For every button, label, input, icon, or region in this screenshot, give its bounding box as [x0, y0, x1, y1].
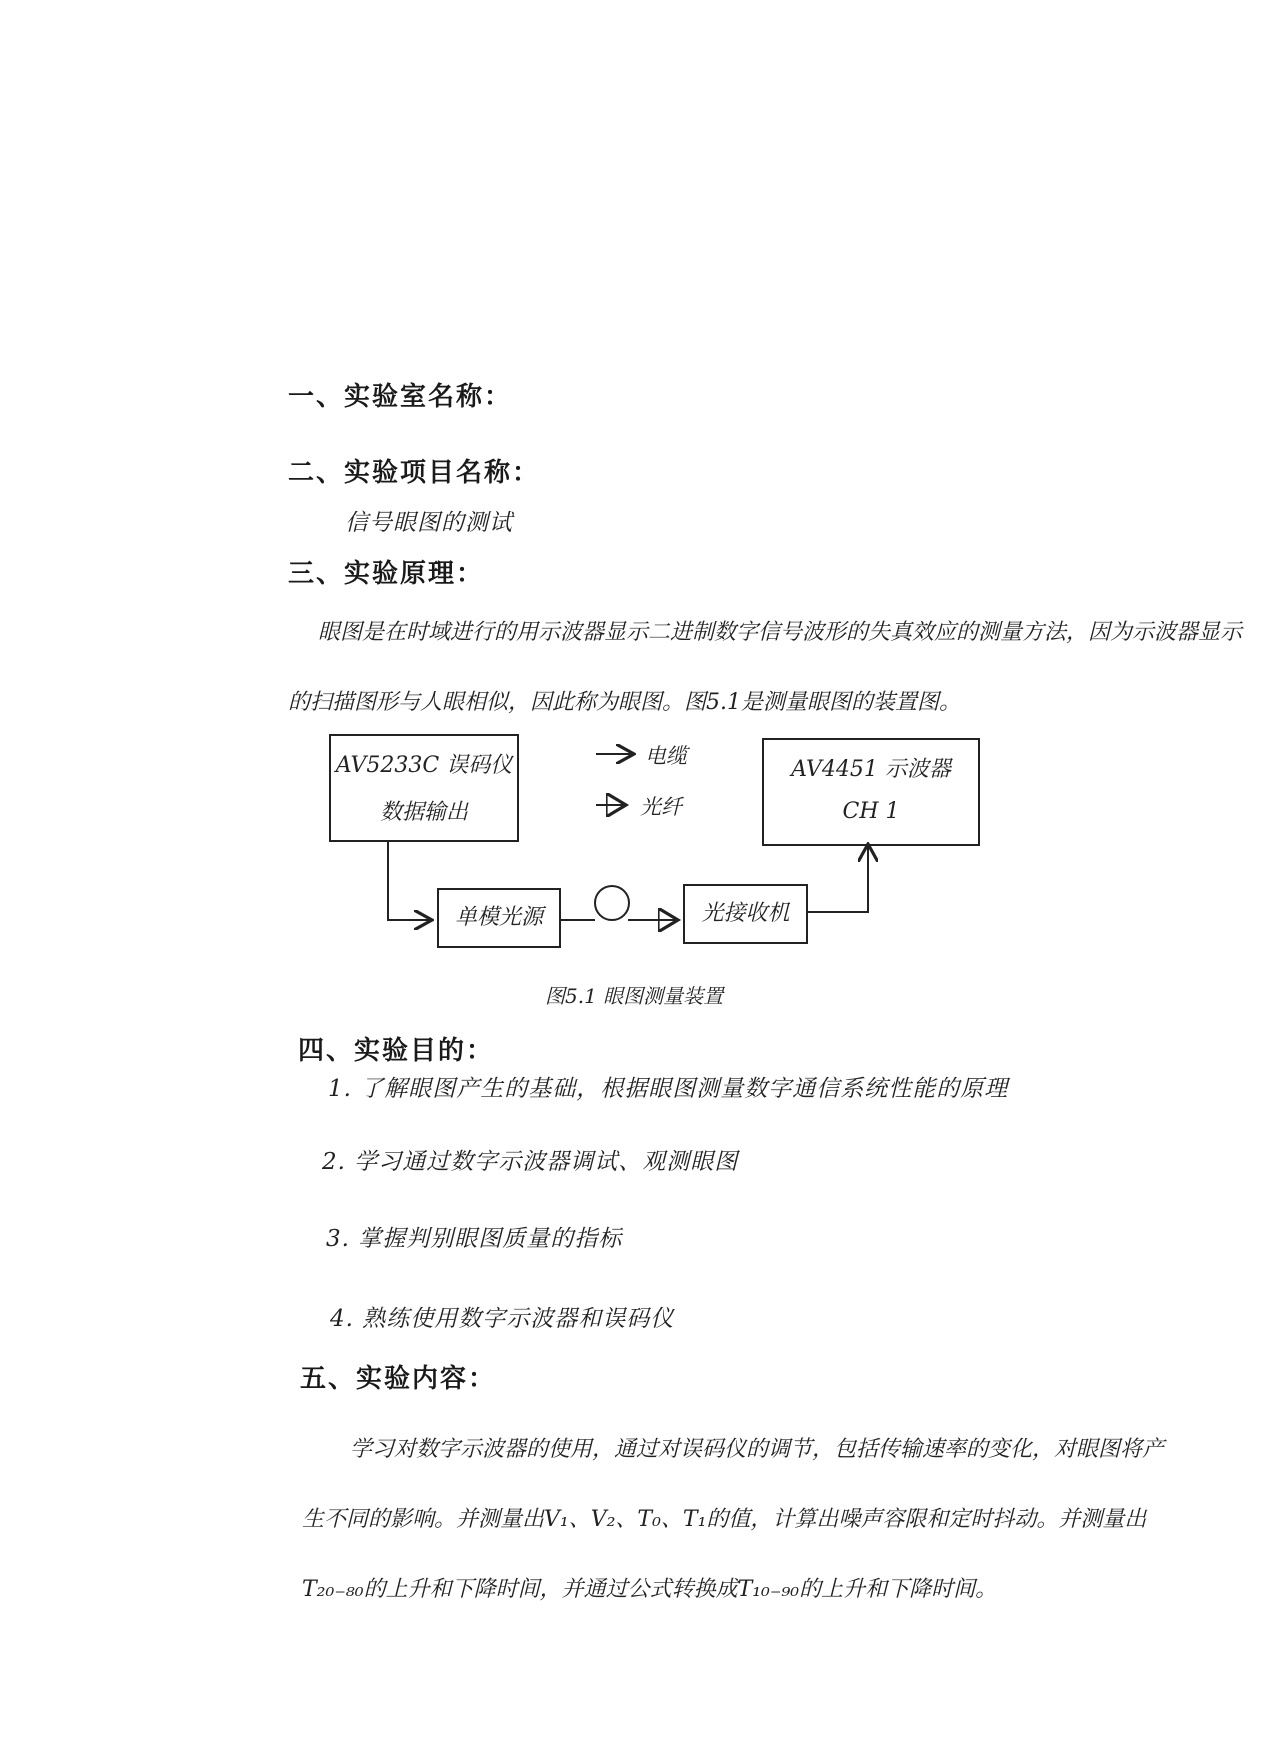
legend-fiber-label: 光纤: [640, 795, 682, 819]
content-line-1: 学习对数字示波器的使用，通过对误码仪的调节，包括传输速率的变化，对眼图将产: [350, 1437, 1165, 1462]
section-4-heading: 四、实验目的：: [298, 1036, 495, 1066]
section-3-heading: 三、实验原理：: [288, 559, 485, 589]
purpose-item-2: 2. 学习通过数字示波器调试、观测眼图: [322, 1149, 739, 1175]
single-mode-source-box: [437, 888, 561, 948]
optical-receiver-label: 光接收机: [701, 901, 790, 926]
purpose-item-4: 4. 熟练使用数字示波器和误码仪: [330, 1306, 675, 1332]
optical-receiver-box: [683, 884, 808, 944]
section-5-heading: 五、实验内容：: [300, 1364, 497, 1394]
principle-paragraph: [288, 598, 1243, 738]
purpose-item-3: 3. 掌握判别眼图质量的指标: [326, 1226, 623, 1252]
legend-cable-label: 电缆: [645, 744, 687, 768]
content-line-2: 生不同的影响。并测量出V₁、V₂、T₀、T₁的值，计算出噪声容限和定时抖动。并测量出: [302, 1507, 1147, 1532]
oscilloscope-channel-label: CH 1: [842, 799, 900, 824]
content-paragraph: [302, 1415, 1165, 1625]
content-line-3: T₂₀₋₈₀的上升和下降时间，并通过公式转换成T₁₀₋₉₀的上升和下降时间。: [302, 1577, 998, 1602]
principle-line-2: 的扫描图形与人眼相似，因此称为眼图。图5.1是测量眼图的装置图。: [288, 690, 961, 715]
fiber-coil: [595, 886, 629, 920]
cable-receiver-to-scope: [808, 846, 868, 912]
project-name: 信号眼图的测试: [345, 510, 513, 536]
ber-tester-box: [329, 734, 519, 842]
purpose-item-1: 1. 了解眼图产生的基础，根据眼图测量数字通信系统性能的原理: [328, 1076, 1009, 1102]
oscilloscope-box: [762, 738, 980, 846]
cable-ber-to-source: [388, 842, 430, 920]
ber-tester-label: AV5233C 误码仪: [335, 753, 513, 778]
ber-output-label: 数据输出: [379, 800, 468, 825]
single-mode-source-label: 单模光源: [454, 905, 543, 930]
oscilloscope-label: AV4451 示波器: [791, 757, 951, 782]
section-2-heading: 二、实验项目名称：: [288, 458, 541, 488]
principle-line-1: 眼图是在时域进行的用示波器显示二进制数字信号波形的失真效应的测量方法，因为示波器显示: [318, 620, 1243, 645]
figure-caption: 图5.1 眼图测量装置: [545, 984, 724, 1008]
section-1-heading: 一、实验室名称：: [288, 382, 513, 412]
